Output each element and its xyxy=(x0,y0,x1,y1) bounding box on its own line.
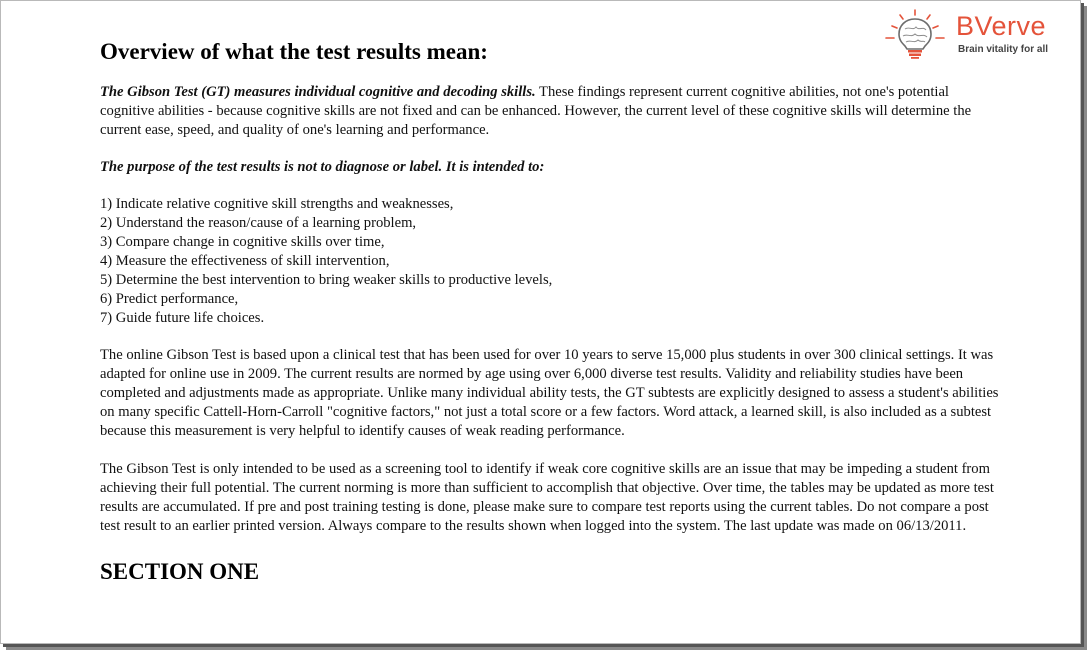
list-item: 4) Measure the effectiveness of skill intervention, xyxy=(100,253,390,269)
intro-lead: The Gibson Test (GT) measures individual cognitive and decoding skills. xyxy=(100,84,536,100)
intro-paragraph xyxy=(100,83,1000,140)
purpose-heading: The purpose of the test results is not to diagnose or label. It is intended to: xyxy=(100,159,545,175)
online-test-paragraph: The online Gibson Test is based upon a clinical test that has been used for over 10 years to serve 15,000 plus students in over 300 clinical settings. It was adapted for online use in 2009. The current results are normed by age using over 6,000 diverse test results. Validity and reliability studies have been completed and adjustments made as appropriate. Unlike many individual ability tests, the GT subtests are explicitly designed to assess a student's abilities on many specific Cattell-Horn-Carroll "cognitive factors," not just a total score or a few factors. Word attack, a learned skill, is also included as a subtest because this measurement is very helpful to identify causes of weak reading performance. xyxy=(100,347,999,439)
purpose-list xyxy=(100,195,1000,328)
document-content xyxy=(100,37,1000,587)
list-item: 6) Predict performance, xyxy=(100,291,239,307)
section-heading: SECTION ONE xyxy=(100,559,260,584)
brand-name: BVerve xyxy=(956,11,1047,41)
list-item: 1) Indicate relative cognitive skill strengths and weaknesses, xyxy=(100,196,454,212)
brand-tagline: Brain vitality for all xyxy=(958,44,1049,55)
list-item: 2) Understand the reason/cause of a learning problem, xyxy=(100,215,417,231)
screening-paragraph: The Gibson Test is only intended to be used as a screening tool to identify if weak core cognitive skills are an issue that may be impeding a student from achieving their full potential. The current norming is more than sufficient to accomplish that objective. Over time, the tables may be updated as more test results are accumulated. If pre and post training testing is done, please make sure to compare test reports using the current tables. Do not compare a post test result to an earlier printed version. Always compare to the results shown when logged into the system. The last update was made on 06/13/2011. xyxy=(100,461,994,534)
intro-body: These findings represent current cognitive abilities, not one's potential cognitive abilities - because cognitive skills are not fixed and can be enhanced. However, the current level of these cognitive skills will determine the current ease, speed, and quality of one's learning and performance. xyxy=(100,84,972,138)
list-item: 5) Determine the best intervention to bring weaker skills to productive levels, xyxy=(100,272,553,288)
list-item: 3) Compare change in cognitive skills over time, xyxy=(100,234,385,250)
list-item: 7) Guide future life choices. xyxy=(100,310,265,326)
page-title: Overview of what the test results mean: xyxy=(100,39,488,64)
